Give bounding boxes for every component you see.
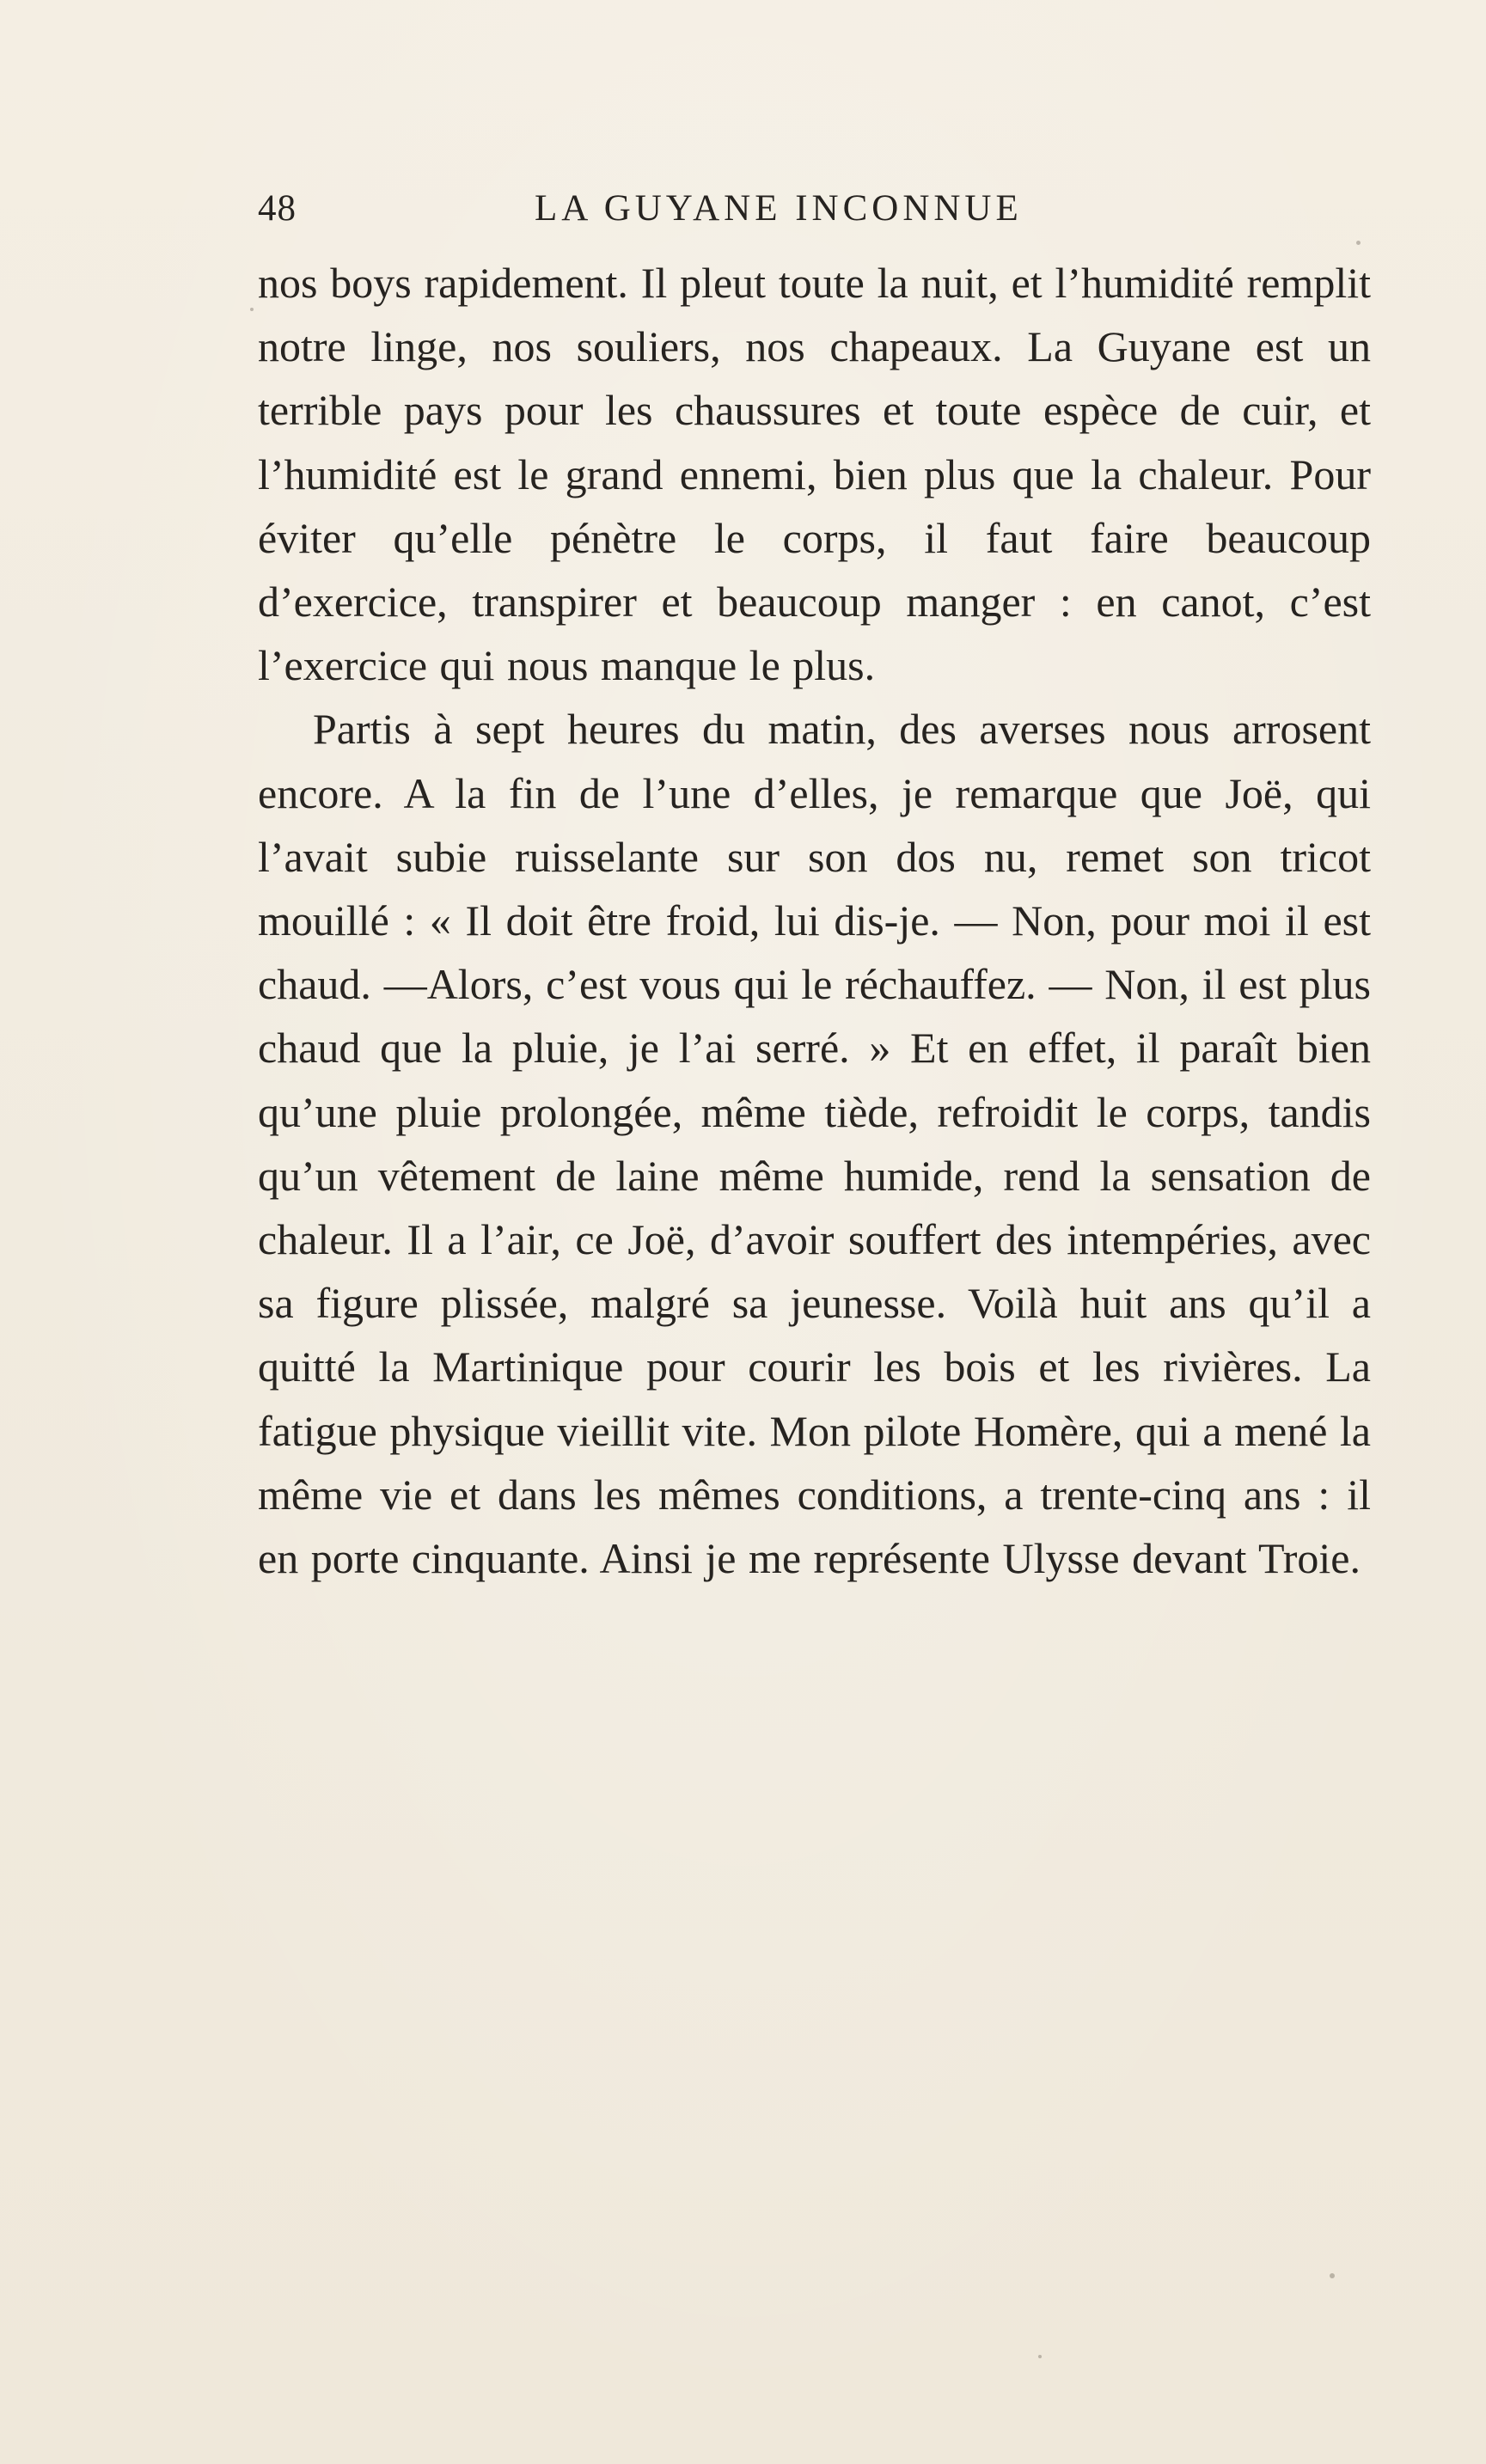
paragraph-1: nos boys rapidement. Il pleut toute la nuit, et l’humidité remplit notre linge, nos souliers, nos chapeaux. La Guyane est un terrible pays pour les chaussures et toute espèce de cuir, et l’humidité est le grand ennemi, bien plus que la chaleur. Pour éviter qu’elle pénètre le corps, il faut faire beaucoup d’exercice, transpirer et beaucoup manger : en canot, c’est l’exercice qui nous manque le plus. (258, 259, 1371, 690)
paper-speck (1356, 241, 1361, 245)
body-text (258, 251, 1371, 1590)
running-title: LA GUYANE INCONNUE (535, 188, 1023, 229)
paper-speck (1330, 2273, 1335, 2278)
page-number: 48 (258, 188, 297, 229)
page-header (258, 187, 1375, 235)
paper-speck (250, 308, 254, 311)
paper-speck (1038, 2355, 1042, 2358)
paragraph-2: Partis à sept heures du matin, des averses nous arrosent encore. A la fin de l’une d’elles, je remarque que Joë, qui l’avait subie ruisselante sur son dos nu, remet son tricot mouillé : « Il doit être froid, lui dis-je. — Non, pour moi il est chaud. —Alors, c’est vous qui le réchauffez. — Non, il est plus chaud que la pluie, je l’ai serré. » Et en effet, il paraît bien qu’une pluie prolongée, même tiède, refroidit le corps, tandis qu’un vêtement de laine même humide, rend la sensation de chaleur. Il a l’air, ce Joë, d’avoir souffert des intempéries, avec sa figure plissée, malgré sa jeunesse. Voilà huit ans qu’il a quitté la Martinique pour courir les bois et les rivières. La fatigue physique vieillit vite. Mon pilote Homère, qui a mené la même vie et dans les mêmes conditions, a trente-cinq ans : il en porte cinquante. Ainsi je me représente Ulysse devant Troie. (258, 705, 1371, 1583)
